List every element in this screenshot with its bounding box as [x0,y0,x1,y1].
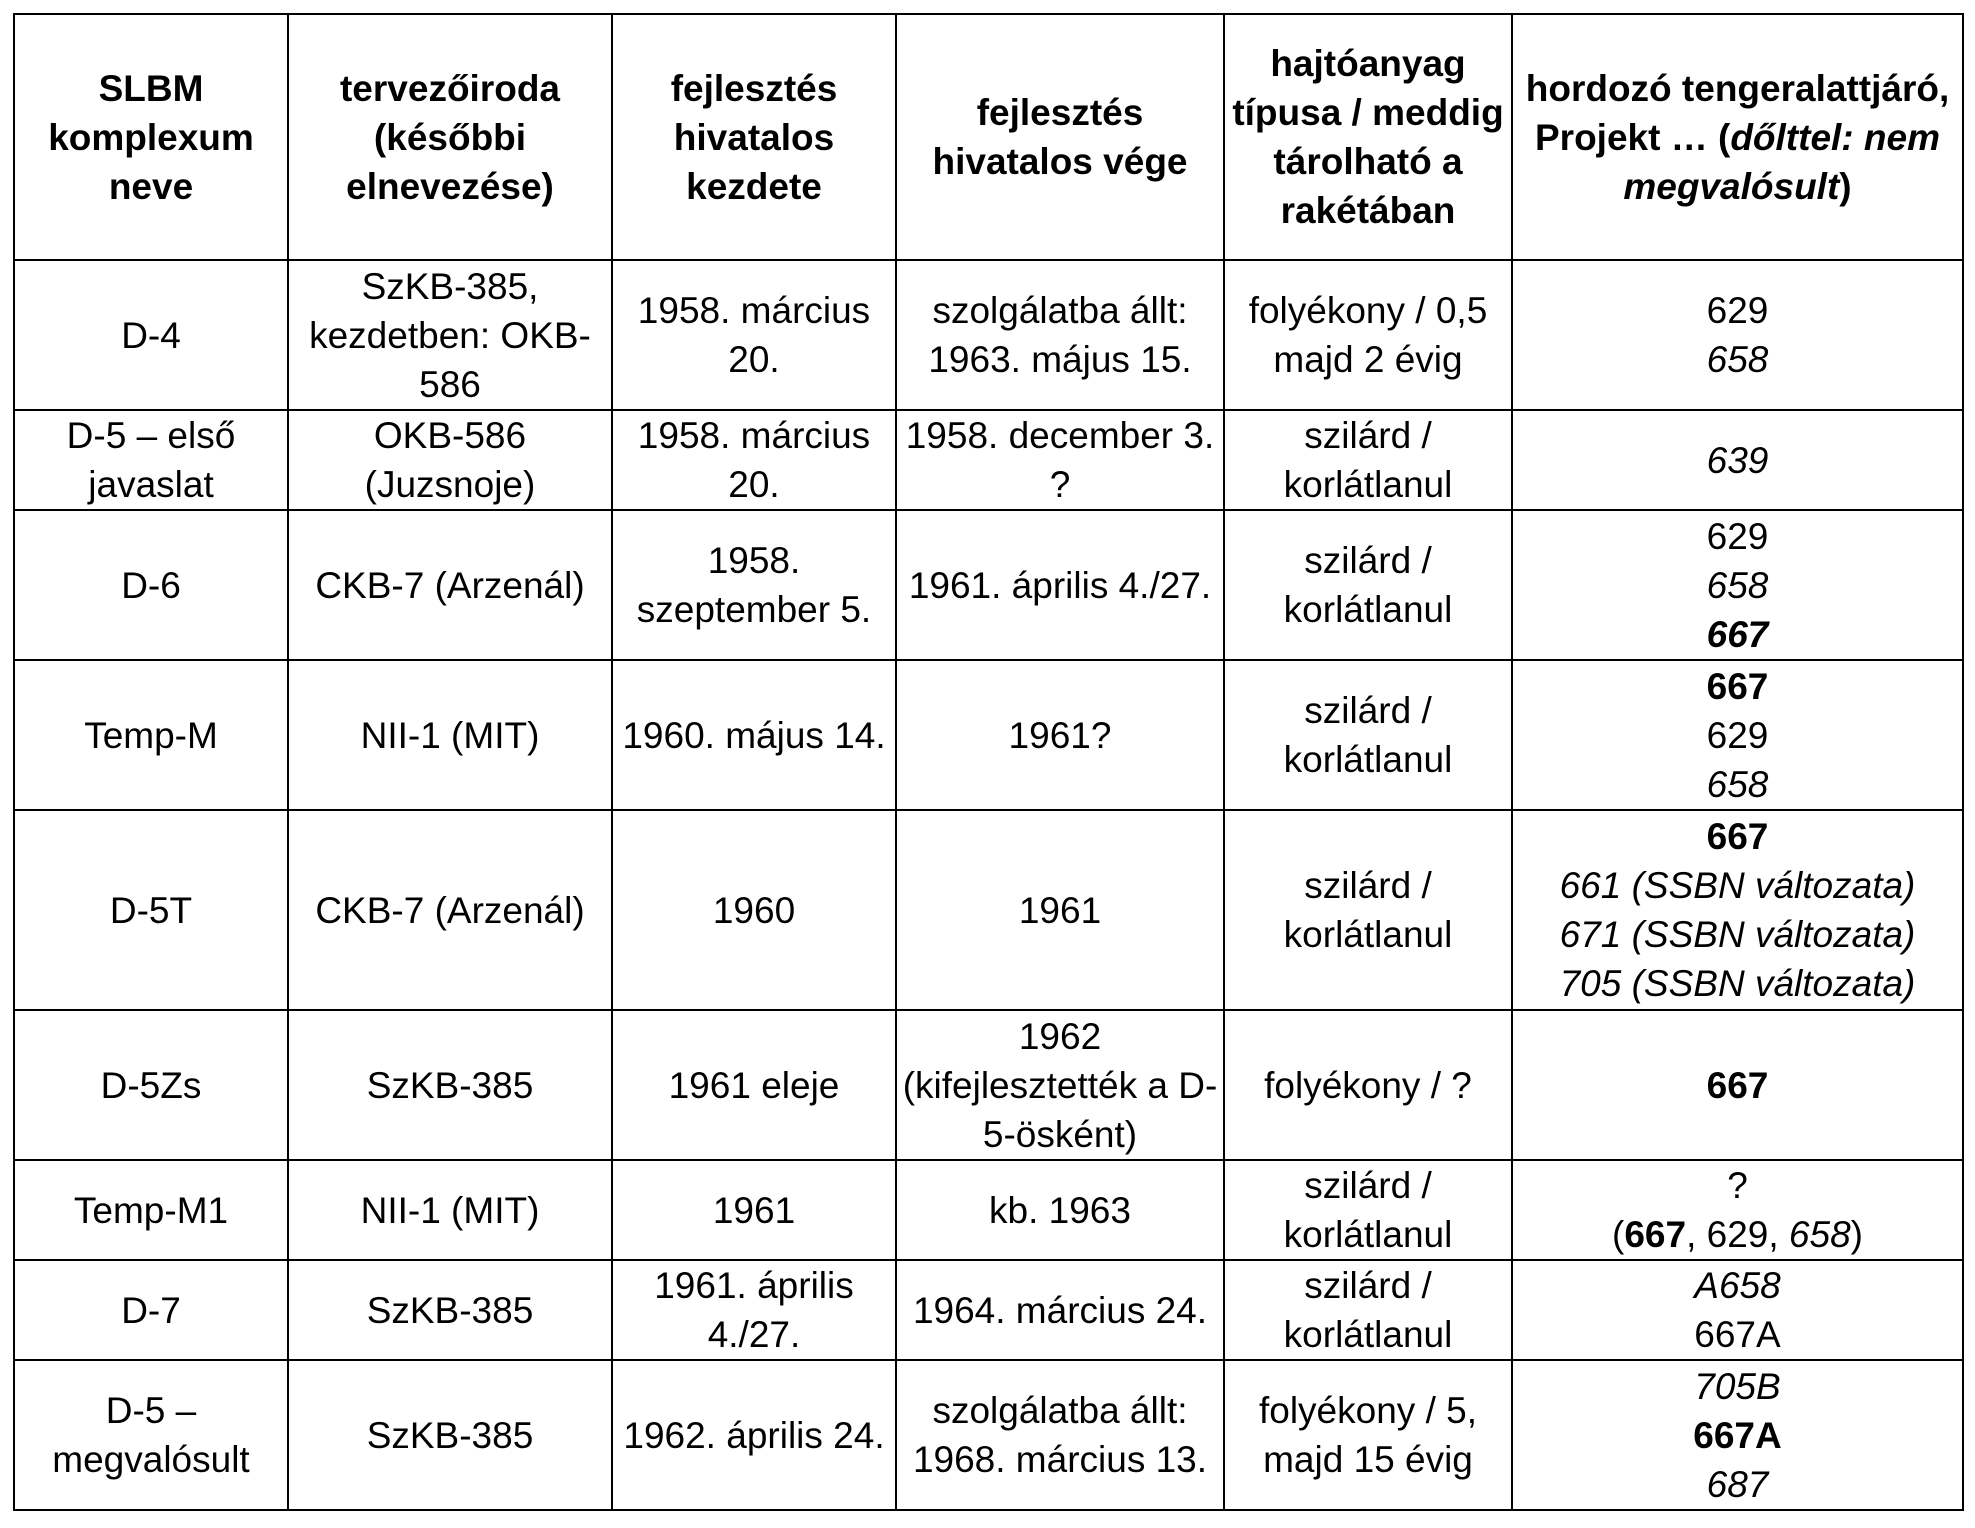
cell-end: szolgálatba állt: 1963. május 15. [896,260,1224,410]
carrier-entry: 658 [1706,763,1769,805]
cell-end: 1961? [896,660,1224,810]
cell-carriers [1512,660,1963,810]
cell-bureau: SzKB-385 [288,1260,612,1360]
header-start: fejlesztés hivatalos kezdete [612,14,896,260]
cell-start: 1960 [612,810,896,1010]
cell-end: szolgálatba állt: 1968. március 13. [896,1360,1224,1510]
table-row [14,510,1963,660]
carrier-entry: 705B [1694,1365,1781,1407]
cell-carriers [1512,1360,1963,1510]
slbm-table [13,13,1964,1511]
cell-bureau: SzKB-385, kezdetben: OKB-586 [288,260,612,410]
cell-start: 1958. szeptember 5. [612,510,896,660]
carrier-entry: 658 [1788,1214,1851,1255]
carrier-entry: 667 [1706,665,1769,707]
table-row [14,1260,1963,1360]
carrier-entry: 667A [1693,1414,1782,1456]
cell-fuel: szilárd / korlátlanul [1224,510,1512,660]
cell-fuel: szilárd / korlátlanul [1224,810,1512,1010]
cell-name: Temp-M1 [14,1160,288,1260]
carrier-entry: 661 (SSBN változata) [1559,865,1916,906]
cell-fuel: szilárd / korlátlanul [1224,660,1512,810]
cell-fuel: folyékony / ? [1224,1010,1512,1160]
cell-end: 1961 [896,810,1224,1010]
cell-bureau: SzKB-385 [288,1010,612,1160]
carrier-entry: 667 [1706,816,1769,857]
table-row [14,810,1963,1010]
carrier-entry: 658 [1706,564,1769,606]
cell-fuel: szilárd / korlátlanul [1224,1160,1512,1260]
carrier-entry: 629 [1706,290,1769,331]
cell-fuel: szilárd / korlátlanul [1224,1260,1512,1360]
carrier-entry: 667 [1624,1214,1687,1255]
cell-end: kb. 1963 [896,1160,1224,1260]
cell-fuel: szilárd / korlátlanul [1224,410,1512,510]
cell-carriers [1512,1260,1963,1360]
cell-carriers [1512,1010,1963,1160]
cell-name: D-7 [14,1260,288,1360]
header-carrier-close: ) [1839,165,1852,207]
cell-bureau: CKB-7 (Arzenál) [288,510,612,660]
carrier-entry: 629 [1706,714,1769,756]
cell-start: 1961 [612,1160,896,1260]
header-carrier-text: hordozó tengeralattjáró, Projekt … ( [1525,67,1950,158]
cell-name: D-6 [14,510,288,660]
cell-name: D-5 – első javaslat [14,410,288,510]
cell-fuel: folyékony / 5, majd 15 évig [1224,1360,1512,1510]
carrier-entry: 658 [1706,339,1769,380]
header-end: fejlesztés hivatalos vége [896,14,1224,260]
cell-end: 1958. december 3. ? [896,410,1224,510]
cell-bureau: SzKB-385 [288,1360,612,1510]
cell-name: Temp-M [14,660,288,810]
cell-start: 1960. május 14. [612,660,896,810]
cell-bureau: NII-1 (MIT) [288,660,612,810]
table-row [14,1360,1963,1510]
cell-name: D-5T [14,810,288,1010]
cell-carriers [1512,1160,1963,1260]
table-row [14,410,1963,510]
cell-bureau: NII-1 (MIT) [288,1160,612,1260]
cell-bureau: OKB-586 (Juzsnoje) [288,410,612,510]
cell-name: D-5 – megvalósult [14,1360,288,1510]
table-row [14,1160,1963,1260]
cell-end: 1962 (kifejlesztették a D-5-ösként) [896,1010,1224,1160]
carrier-entry: ? [1727,1165,1748,1206]
carrier-entry: 671 (SSBN változata) [1559,914,1916,955]
header-carrier-italic-note: dőlttel: nem megvalósult [1623,116,1940,207]
carrier-entry: 629 [1706,515,1769,557]
header-carrier [1512,14,1963,260]
carrier-paren-open: ( [1612,1214,1625,1255]
table-row [14,1010,1963,1160]
cell-bureau: CKB-7 (Arzenál) [288,810,612,1010]
cell-start: 1961 eleje [612,1010,896,1160]
carrier-entry: 667A [1694,1314,1781,1355]
carrier-entry: 639 [1706,439,1769,481]
cell-start: 1961. április 4./27. [612,1260,896,1360]
cell-carriers [1512,260,1963,410]
carrier-entry: A658 [1694,1265,1781,1306]
carrier-entry: , 629, [1686,1214,1789,1255]
cell-start: 1958. március 20. [612,410,896,510]
carrier-entry: 667 [1706,613,1769,655]
header-bureau: tervezőiroda (későbbi elnevezése) [288,14,612,260]
cell-start: 1958. március 20. [612,260,896,410]
table-row [14,260,1963,410]
header-name: SLBM komplexum neve [14,14,288,260]
cell-name: D-4 [14,260,288,410]
cell-start: 1962. április 24. [612,1360,896,1510]
carrier-paren-close: ) [1850,1214,1863,1255]
cell-fuel: folyékony / 0,5 majd 2 évig [1224,260,1512,410]
cell-carriers [1512,510,1963,660]
table-row [14,660,1963,810]
cell-name: D-5Zs [14,1010,288,1160]
cell-carriers [1512,810,1963,1010]
carrier-group [1517,1210,1958,1259]
table-header-row [14,14,1963,260]
carrier-entry: 667 [1706,1064,1769,1106]
cell-end: 1964. március 24. [896,1260,1224,1360]
carrier-entry: 687 [1706,1463,1769,1505]
header-fuel: hajtóanyag típusa / meddig tárolható a rakétában [1224,14,1512,260]
carrier-entry: 705 (SSBN változata) [1559,963,1916,1004]
cell-end: 1961. április 4./27. [896,510,1224,660]
cell-carriers [1512,410,1963,510]
